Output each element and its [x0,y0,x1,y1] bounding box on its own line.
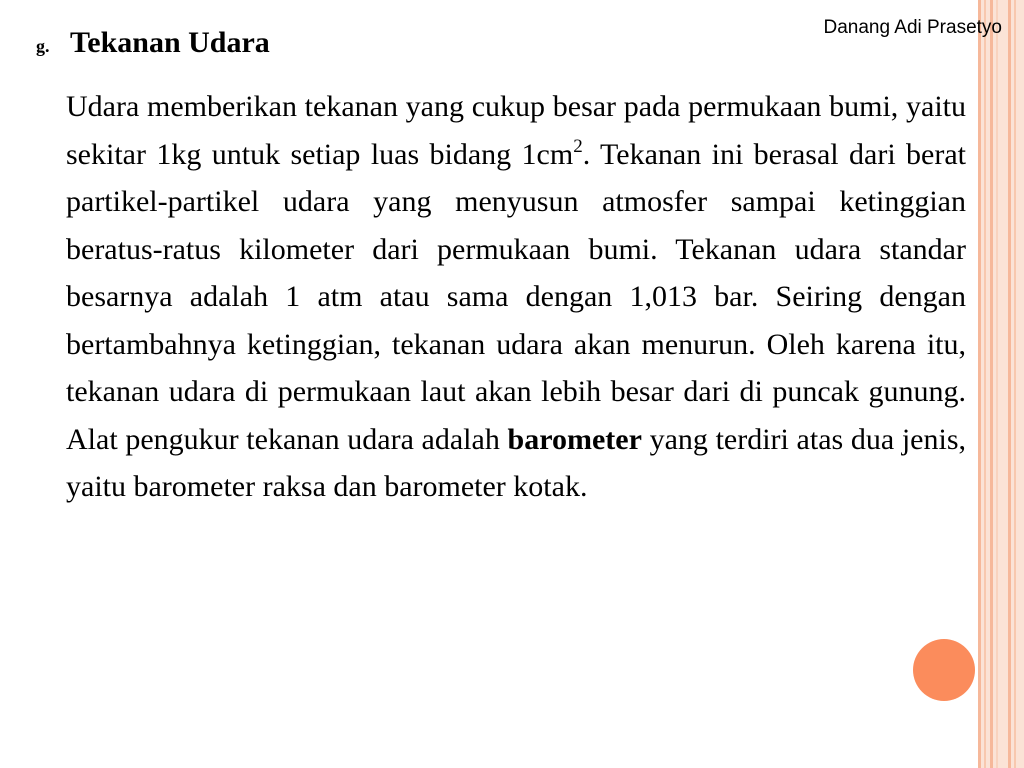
decorative-stripe [978,0,981,768]
decorative-stripe [1008,0,1011,768]
author-name: Danang Adi Prasetyo [823,17,1002,38]
decorative-stripe [990,0,993,768]
keyword-barometer: barometer [507,422,642,456]
body-paragraph [66,83,966,511]
decorative-stripe [984,0,986,768]
decorative-stripe [1014,0,1016,768]
section-bullet: g. [36,36,50,56]
paragraph-text-2: . Tekanan ini berasal dari berat partikel-partikel udara yang menyusun atmosfer sampai ketinggian beratus-ratus kilometer dari permukaan bumi. Tekanan udara standar besarnya adalah 1 atm atau sama dengan 1,013 bar. Seiring dengan bertambahnya ketinggian, tekanan udara akan menurun. Oleh karena itu, tekanan udara di permukaan laut akan lebih besar dari di puncak gunung. Alat pengukur tekanan udara adalah [66,137,966,456]
section-title: Tekanan Udara [70,26,270,59]
decorative-stripe [996,0,998,768]
section-heading [36,26,270,60]
paragraph-text-1: Udara memberikan tekanan yang cukup besar pada permukaan bumi, yaitu sekitar 1kg untuk setiap luas bidang 1cm [66,90,966,171]
paragraph-text-3: yang terdiri atas dua jenis, yaitu barometer raksa dan barometer kotak. [66,422,967,503]
decorative-circle-icon [913,639,975,701]
superscript-2: 2 [573,135,583,157]
